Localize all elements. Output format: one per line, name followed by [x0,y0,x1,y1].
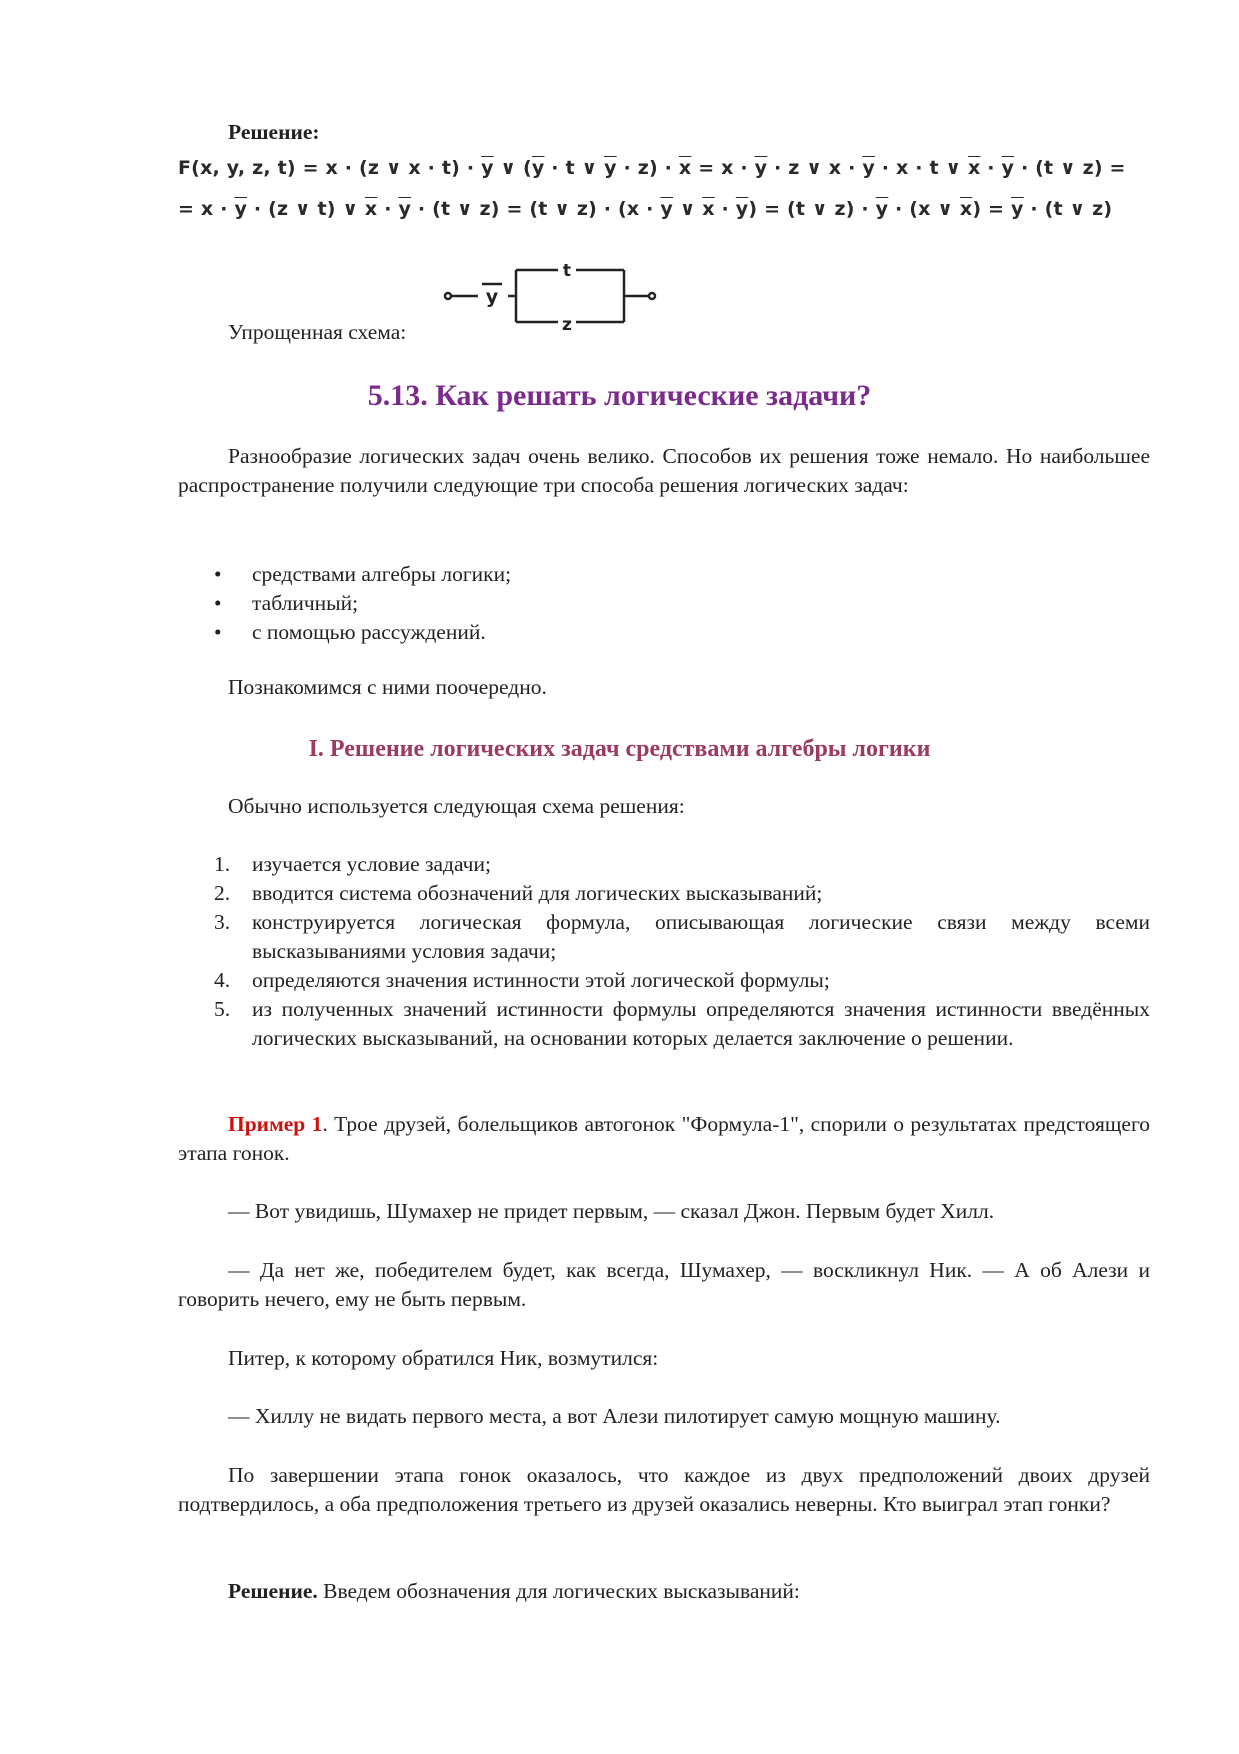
formula-negation: $\overline{x}$ [702,198,715,220]
step-text: из полученных значений истинности формулы определяются значения истинности введённых логических высказываний, на основании которых делается заключение о решении. [252,997,1150,1050]
example-paragraph [178,1110,1150,1168]
formula-part: · [377,198,399,220]
subsection-title: I. Решение логических задач средствами алгебры логики [308,736,931,762]
acquaint-paragraph: Познакомимся с ними поочередно. [228,675,547,699]
formula-negation: $\overline{y}$ [735,198,749,220]
solution-label-2: Решение. [228,1579,318,1603]
formula-negation: $\overline{y}$ [754,157,768,179]
formula-part: ∨ [673,198,703,220]
question-paragraph: По завершении этапа гонок оказалось, что каждое из двух предположений двоих друзей подтвердилось, а оба предположения третьего из друзей оказались неверны. Кто выиграл этап гонки? [178,1463,1150,1516]
formula-part: ∨ ( [493,157,532,179]
formula-part: · (t ∨ z) = [1014,157,1126,179]
formula-negation: $\overline{y}$ [1011,198,1024,220]
list-item: • средствами алгебры логики; [178,560,1150,589]
step-text: конструируется логическая формула, описывающая логические связи между всеми высказываниями условия задачи; [252,910,1150,963]
intro-paragraph: Разнообразие логических задач очень велико. Способов их решения тоже немало. Но наибольшее распространение получили следующие три способа решения логических задач: [178,444,1150,497]
section-title: 5.13. Как решать логические задачи? [367,379,872,412]
formula-part: · z) · [616,157,679,179]
list-item [178,995,1150,1053]
step-number: 2. [214,881,231,905]
formula-negation: $\overline{y}$ [660,198,673,220]
formula-negation: $\overline{y}$ [398,198,412,220]
formula-part: · (x ∨ [888,198,960,220]
list-item [178,908,1150,966]
dialogue-line: — Вот увидишь, Шумахер не придет первым, — сказал Джон. Первым будет Хилл. [228,1199,995,1223]
solution-text: Введем обозначения для логических высказываний: [317,1579,800,1603]
formula-part: · (t ∨ z) [1023,198,1113,220]
formula-part: · [980,157,1002,179]
formula-negation: $\overline{x}$ [968,157,981,179]
formula-part: · z ∨ x · [767,157,863,179]
formula-negation: $\overline{x}$ [959,198,973,220]
solution-paragraph [178,1577,1150,1606]
formula-line-1 [178,157,1126,179]
methods-list [178,560,1150,647]
switch-z-label: z [562,315,572,332]
formula-part: ) = (t ∨ z) · [748,198,876,220]
formula-negation: $\overline{x}$ [678,157,692,179]
formula-negation: $\overline{y}$ [604,157,617,179]
formula-part: · x · t ∨ [874,157,968,179]
steps-list [178,850,1150,1053]
step-text: вводится система обозначений для логических высказываний; [252,881,823,905]
circuit-diagram [440,262,666,332]
step-text: изучается условие задачи; [252,852,491,876]
list-item [178,966,1150,995]
formula-negation: $\overline{y}$ [862,157,875,179]
step-number: 3. [214,910,231,934]
formula-negation: $\overline{y}$ [481,157,494,179]
formula-negation: $\overline{x}$ [364,198,378,220]
formula-part: · (z ∨ t) ∨ [247,198,365,220]
example-label: Пример 1 [228,1112,323,1136]
example-text: . Трое друзей, болельщиков автогонок "Формула-1", спорили о результатах предстоящего этапа гонок. [178,1112,1150,1165]
solution-label: Решение: [228,120,320,144]
list-item: • с помощью рассуждений. [178,618,1150,647]
switch-t-label: t [562,262,572,281]
formula-part: · t ∨ [544,157,605,179]
step-number: 1. [214,852,231,876]
formula-part: · [714,198,736,220]
list-item: • табличный; [178,589,1150,618]
switch-y-label: y [485,286,499,308]
dialogue-line: — Да нет же, победителем будет, как всегда, Шумахер, — воскликнул Ник. — А об Алези и говорить нечего, ему не быть первым. [178,1258,1150,1311]
step-text: определяются значения истинности этой логической формулы; [252,968,830,992]
formula-negation: $\overline{y}$ [1001,157,1015,179]
list-item [178,879,1150,908]
formula-part: = x · [691,157,755,179]
formula-part: ) = [972,198,1011,220]
scheme-intro: Обычно используется следующая схема решения: [228,794,685,818]
formula-negation: $\overline{y}$ [531,157,545,179]
formula-negation: $\overline{y}$ [234,198,248,220]
formula-line-2 [178,198,1112,220]
dialogue-line: — Хиллу не видать первого места, а вот Алези пилотирует самую мощную машину. [228,1404,1001,1428]
formula-part: = x · [178,198,235,220]
formula-negation: $\overline{y}$ [875,198,889,220]
step-number: 4. [214,968,231,992]
input-terminal [445,293,451,299]
dialogue-line: Питер, к которому обратился Ник, возмутился: [228,1346,659,1370]
circuit-label: Упрощенная схема: [228,320,407,344]
step-number: 5. [214,997,231,1021]
list-item [178,850,1150,879]
formula-part: · (t ∨ z) = (t ∨ z) · (x · [411,198,661,220]
formula-part: F(x, y, z, t) = x · (z ∨ x · t) · [178,157,482,179]
output-terminal [649,293,655,299]
